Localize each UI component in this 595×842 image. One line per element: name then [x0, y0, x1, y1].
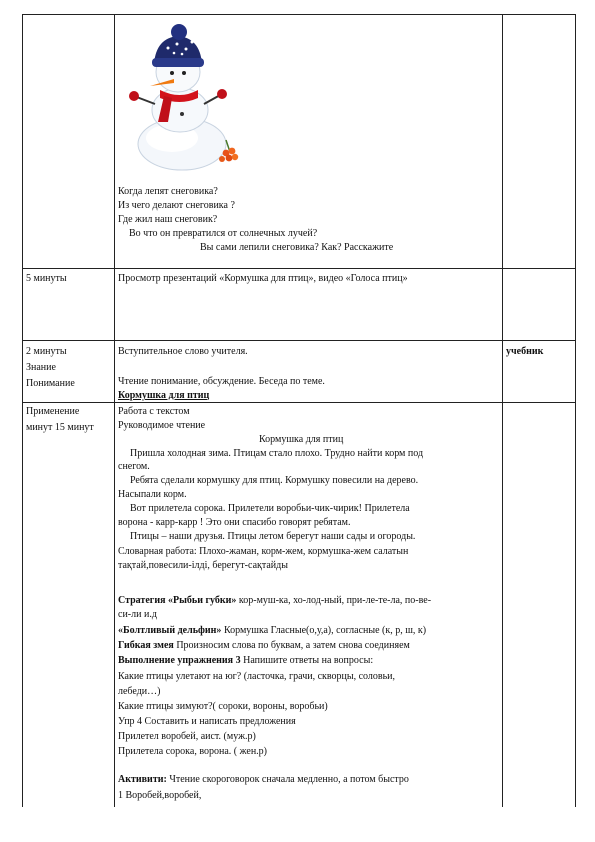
snake-text: Произносим слова по буквам, а затем снова соединяем [173, 640, 410, 651]
strategy-title: Стратегия «Рыбьи губки» [118, 595, 237, 606]
story-line-1: Пришла холодная зима. Птицам стало плохо. Трудно найти корм под [130, 448, 424, 459]
question-1: Когда лепят снеговика? [118, 186, 218, 197]
table-border-top [22, 14, 576, 15]
story-line-3: Ребята сделали кормушку для птиц. Кормушку повесили на дерево. [130, 475, 419, 486]
snowman-illustration [122, 22, 252, 172]
row-divider-1 [22, 268, 576, 269]
snake-line [118, 639, 410, 652]
strategy-text: кор-муш-ка, хо-лод-ный, при-ле-те-ла, по-ве- [236, 595, 432, 606]
warmup-text: Чтение скороговорок сначала медленно, а потом быстро [166, 774, 409, 785]
row3-intro: Вступительное слово учителя. [118, 346, 248, 357]
row-divider-2 [22, 340, 576, 341]
warmup-line [118, 773, 409, 786]
warmup-title: Активити: [118, 774, 167, 785]
story-line-7: Птицы – наши друзья. Птицы летом берегут наши сады и огороды. [130, 531, 416, 542]
story-title: Кормушка для птиц [259, 434, 344, 445]
table-line-col1 [22, 14, 23, 807]
story-line-5: Вот прилетела сорока. Прилетели воробьи-чик-чирик! Прилетела [130, 503, 410, 514]
sentence-2: Прилетела сорока, ворона. ( жен.р) [118, 746, 267, 757]
row3-stage-2: Знание [26, 362, 56, 373]
exercise3-line [118, 654, 373, 667]
exercise4: Упр 4 Составить и написать предложения [118, 716, 296, 727]
dolphin-text: Кормушка Гласные(о,у,а), согласные (к, р, ш, к) [221, 625, 427, 636]
left-mitten [129, 91, 139, 101]
dolphin-line [118, 624, 426, 637]
exercise3-text: Напишите ответы на вопросы: [240, 655, 374, 666]
row4-stage-2: минут 15 минут [26, 422, 94, 433]
snake-title: Гибкая змея [118, 640, 174, 651]
right-mitten [217, 89, 227, 99]
question-migrate: Какие птицы улетают на юг? (ласточка, грачи, скворцы, соловьи, [118, 671, 396, 682]
row3-resource: учебник [506, 346, 544, 357]
sentence-1: Прилетел воробей, аист. (муж.р) [118, 731, 256, 742]
strategy-line-2: си-ли и.д [118, 609, 157, 620]
row2-content: Просмотр презентаций «Кормушка для птиц», видео «Голоса птиц» [118, 273, 408, 284]
story-line-6: ворона - карр-карр ! Это они спасибо говорят ребятам. [118, 517, 351, 528]
table-line-col2 [114, 14, 115, 807]
table-line-col3 [502, 14, 503, 807]
row-divider-3 [22, 402, 576, 403]
story-line-2: снегом. [118, 461, 150, 472]
work-title: Работа с текстом [118, 406, 190, 417]
question-4: Во что он превратился от солнечных лучей? [129, 228, 318, 239]
question-migrate-cont: лебеди…) [118, 686, 161, 697]
row3-stage-3: Понимание [26, 378, 75, 389]
vocab-line-2: тақтай,повесили-ілді, берегут-сақтайды [118, 560, 288, 571]
tongue-twister-1: 1 Воробей,воробей, [118, 790, 202, 801]
vocab-line-1: Словарная работа: Плохо-жаман, корм-жем, кормушка-жем салатын [118, 546, 409, 557]
table-line-col4 [575, 14, 576, 807]
question-3: Где жил наш снеговик? [118, 214, 218, 225]
row3-reading: Чтение понимание, обсуждение. Беседа по теме. [118, 376, 325, 387]
row4-stage-1: Применение [26, 406, 80, 417]
guided-reading: Руководимое чтение [118, 420, 206, 431]
question-winter: Какие птицы зимуют?( сороки, вороны, воробьи) [118, 701, 328, 712]
row2-time: 5 минуты [26, 273, 67, 284]
strategy-line [118, 594, 431, 607]
dolphin-title: «Болтливый дельфин» [118, 625, 222, 636]
row3-stage-1: 2 минуты [26, 346, 67, 357]
question-5: Вы сами лепили снеговика? Как? Расскажите [200, 242, 394, 253]
exercise3-title: Выполнение упражнения 3 [118, 655, 241, 666]
row3-topic: Кормушка для птиц [118, 390, 210, 401]
story-line-4: Насыпали корм. [118, 489, 187, 500]
question-2: Из чего делают снеговика ? [118, 200, 235, 211]
